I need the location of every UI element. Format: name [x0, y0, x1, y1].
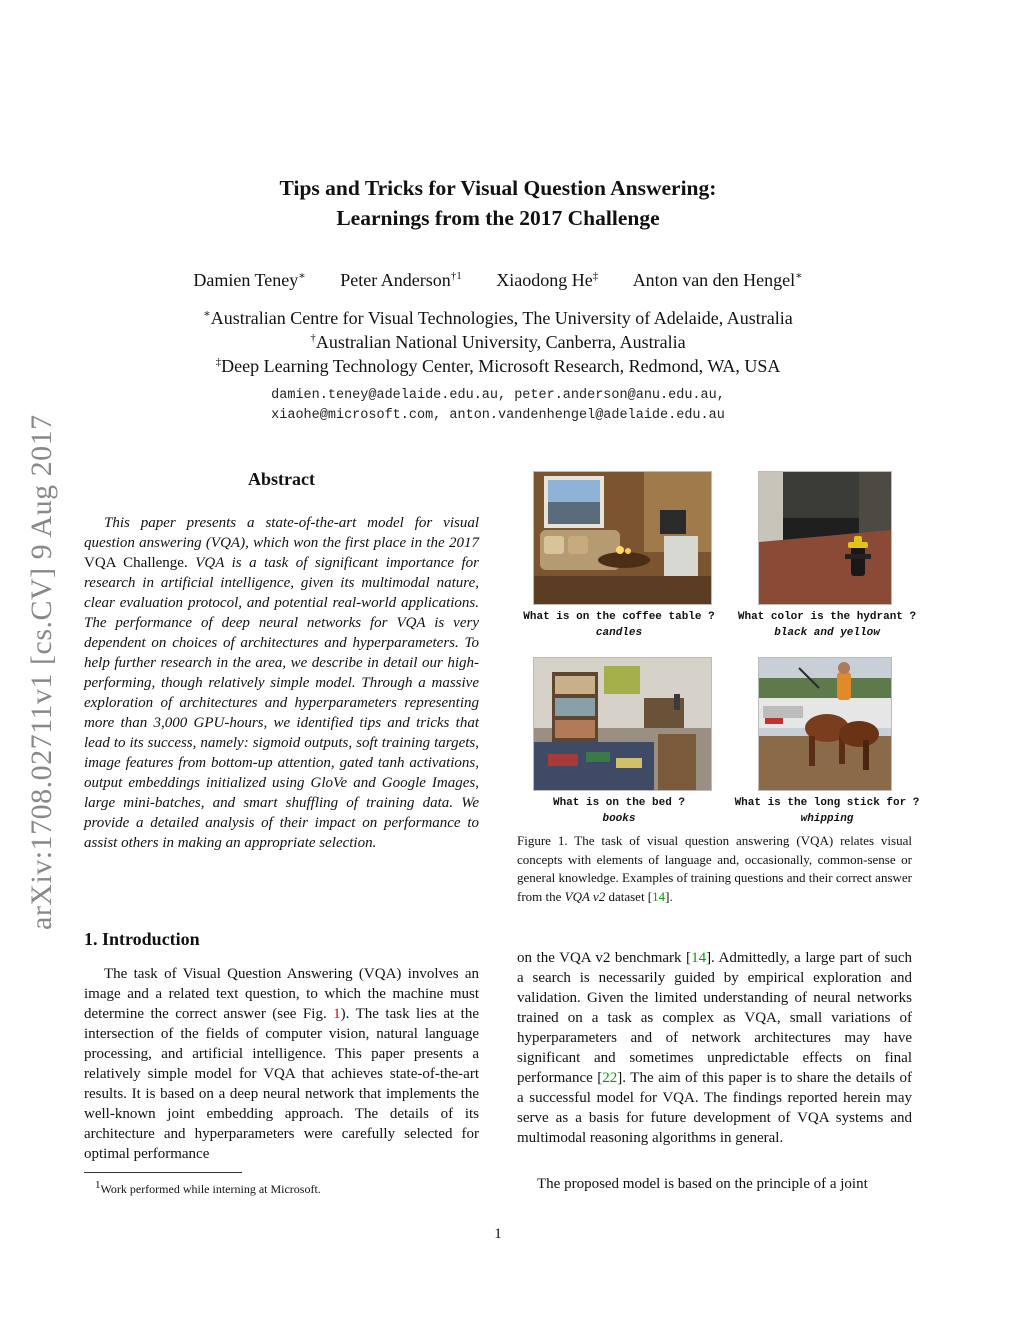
abstract-body: This paper presents a state-of-the-art model for visual question answering (VQA), which won the first place in the 2017 VQA Challenge. VQA is a task of significant importance for research in artificial intelligence, given its multimodal nature, clear evaluation protocol, and potential real-world applications. The performance of deep neural networks for VQA is very dependent on choices of architectures and hyperparameters. To help further research in the area, we describe in detail our high-performing, though relatively simple model. Through a massive exploration of architectures and hyperparameters representing more than 3,000 GPU-hours, we identified tips and tricks that lead to its success, namely: sigmoid outputs, soft training targets, image features from bottom-up attention, gated tanh activations, output embeddings initialized using GloVe and Google Images, large mini-batches, and smart shuffling of training data. We provide a detailed analysis of their impact on performance to assist others in making an appropriate selection. [84, 515, 480, 851]
figure-caption: Figure 1. The task of visual question answering (VQA) relates visual concepts with elements of language and, occasionally, common-sense or general knowledge. Examples of training questions and their correct answer from the VQA v2 dataset [14]. [517, 833, 912, 904]
footnote-divider [84, 1172, 242, 1173]
author-emails [0, 386, 996, 426]
figure-image-living-room [533, 471, 712, 605]
abstract-heading: Abstract [248, 469, 315, 489]
figure-question: What color is the hydrant ? [737, 611, 917, 623]
figure-answer: candles [595, 627, 643, 639]
figure-ref-link[interactable]: 1 [333, 1006, 341, 1022]
author: Anton van den Hengel∗ [632, 270, 803, 290]
figure-answer: whipping [800, 813, 854, 825]
paper-title [0, 173, 996, 233]
author: Peter Anderson$^{\dagger 1}$ [340, 270, 462, 290]
citation-link[interactable]: 22 [602, 1070, 618, 1086]
author: Damien Teney∗ [193, 270, 306, 290]
figure-image-hydrant [758, 471, 892, 605]
section-heading-introduction: 1. Introduction [84, 929, 200, 949]
footnote: $^1$Work performed while interning at Microsoft. [95, 1179, 321, 1196]
affiliation: †Australian National University, Canberra, Australia [310, 332, 686, 352]
figure-image-bedroom [533, 657, 712, 791]
citation-link[interactable]: 14 [691, 950, 707, 966]
figure-question: What is on the bed ? [552, 797, 686, 809]
affiliation: ∗Australian Centre for Visual Technologies, The University of Adelaide, Australia [203, 308, 793, 328]
author: Xiaodong He‡ [496, 270, 599, 290]
citation-link[interactable]: 14 [652, 888, 666, 904]
title-line-2: Learnings from the 2017 Challenge [336, 206, 660, 230]
arxiv-stamp: arXiv:1708.02711v1 [cs.CV] 9 Aug 2017 [25, 414, 58, 930]
introduction-body: The task of Visual Question Answering (VQA) involves an image and a related text question, to which the machine must determine the correct answer (see Fig. 1). The task lies at the intersection of the fields of computer vision, natural language processing, and artificial intelligence. This paper presents a relatively simple model for VQA that achieves state-of-the-art results. It is based on a deep neural network that implements the well-known joint embedding approach. The details of its architecture and hyperparameters were carefully selected for optimal performance [84, 966, 479, 1162]
figure-image-rodeo [758, 657, 892, 791]
page-number: 1 [494, 1226, 502, 1242]
email-line[interactable]: damien.teney@adelaide.edu.au, peter.anderson@anu.edu.au, [271, 388, 725, 403]
author-list [0, 269, 996, 291]
figure-answer: books [602, 813, 636, 825]
affiliation: ‡Deep Learning Technology Center, Microsoft Research, Redmond, WA, USA [215, 356, 781, 376]
title-line-1: Tips and Tricks for Visual Question Answering: [279, 176, 717, 200]
right-column-paragraph: The proposed model is based on the principle of a joint [537, 1176, 868, 1192]
right-column-body: on the VQA v2 benchmark [14]. Admittedly, a large part of such a search is necessarily guided by empirical exploration and validation. Given the limited understanding of neural networks trained on a task as complex as VQA, small variations of hyperparameters and of network architectures may have significant and sometimes unpredictable effects on final performance [22]. The aim of this paper is to share the details of a successful model for VQA. The findings reported herein may serve as a basis for future development of VQA systems and multimodal reasoning algorithms in general. [517, 950, 913, 1146]
figure-answer: black and yellow [774, 627, 880, 639]
email-line[interactable]: xiaohe@microsoft.com, anton.vandenhengel@adelaide.edu.au [271, 408, 725, 423]
figure-question: What is on the coffee table ? [523, 611, 715, 623]
figure-question: What is the long stick for ? [734, 797, 920, 809]
